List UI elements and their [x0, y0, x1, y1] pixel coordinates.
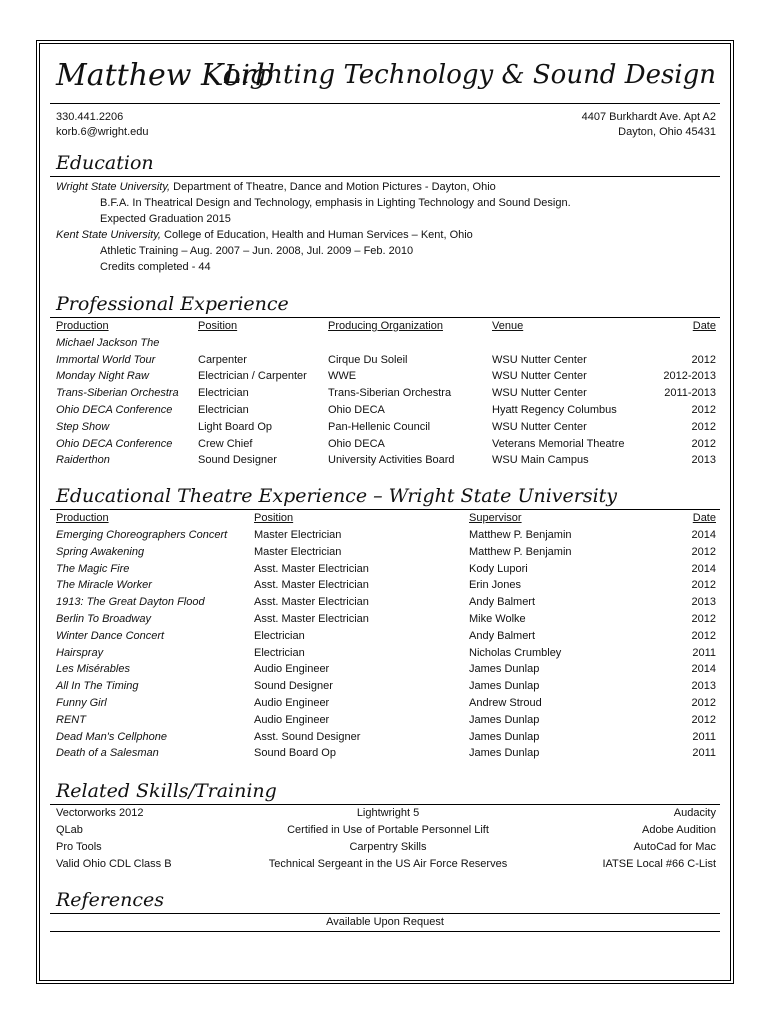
skills-row-cell: Vectorworks 2012 — [56, 807, 144, 820]
educational-row-cell: James Dunlap — [469, 713, 540, 726]
educational-row-cell: 2012 — [691, 713, 716, 726]
educational-row-cell: RENT — [56, 713, 86, 726]
professional-row-cell: Electrician — [198, 403, 249, 416]
education-kent-line — [56, 227, 720, 243]
phone: 330.441.2206 — [56, 111, 124, 123]
col-position: Position — [198, 320, 238, 332]
wsu-grad: Expected Graduation 2015 — [100, 213, 231, 225]
educational-row-cell: 2012 — [691, 579, 716, 592]
kent-program: Athletic Training – Aug. 2007 – Jun. 2008, Jul. 2009 – Feb. 2010 — [100, 245, 414, 257]
col-organization: Producing Organization — [328, 320, 443, 332]
wsu-dept: Department of Theatre, Dance and Motion Pictures - Dayton, Ohio — [170, 181, 496, 193]
professional-header-row — [50, 318, 720, 335]
educational-row-cell: 2012 — [691, 629, 716, 642]
skills-row-cell: IATSE Local #66 C-List — [602, 858, 716, 871]
contact-left — [56, 110, 149, 140]
educational-row-cell: Andy Balmert — [469, 596, 536, 609]
educational-row — [50, 678, 720, 695]
references-text: Available Upon Request — [50, 914, 720, 932]
professional-row-cell — [322, 335, 486, 352]
professional-table — [50, 318, 720, 469]
educational-row-cell: Audio Engineer — [254, 713, 330, 726]
professional-row-cell: WWE — [328, 370, 357, 383]
educational-row — [50, 712, 720, 729]
references-title: References — [50, 887, 720, 914]
professional-row-cell: Step Show — [56, 420, 110, 433]
col-production: Production — [56, 320, 109, 332]
professional-row-cell: WSU Nutter Center — [492, 420, 587, 433]
professional-row-cell: 2012 — [691, 420, 716, 433]
professional-row-cell — [192, 335, 322, 352]
professional-row-cell: Michael Jackson The — [56, 336, 160, 349]
skills-row-cell: Technical Sergeant in the US Air Force Reserves — [268, 858, 508, 871]
educational-row-cell: Master Electrician — [254, 545, 342, 558]
educational-row-cell: Erin Jones — [469, 579, 521, 592]
educational-table — [50, 510, 720, 762]
educational-row — [50, 729, 720, 746]
educational-row-cell: Winter Dance Concert — [56, 629, 165, 642]
educational-row — [50, 611, 720, 628]
skills-row-cell: Adobe Audition — [641, 824, 716, 837]
resume-body — [50, 50, 720, 932]
skills-row-cell: Audacity — [673, 807, 716, 820]
wsu-school: Wright State University, — [56, 181, 171, 193]
skills-title: Related Skills/Training — [50, 778, 720, 805]
professional-row — [50, 335, 720, 352]
educational-row-cell: 2011 — [692, 646, 716, 659]
educational-row-cell: Sound Designer — [254, 680, 333, 693]
educational-row-cell: Les Misérables — [56, 663, 130, 676]
educational-row-cell: 2013 — [691, 596, 716, 609]
professional-row-cell: Ohio DECA — [328, 403, 385, 416]
educational-row-cell: Hairspray — [56, 646, 104, 659]
professional-row-cell: WSU Nutter Center — [492, 387, 587, 400]
email: korb.6@wright.edu — [56, 126, 149, 138]
educational-row-cell: Asst. Master Electrician — [254, 562, 369, 575]
professional-row-cell: 2013 — [691, 454, 716, 467]
educational-row-cell: 2014 — [691, 663, 716, 676]
professional-row — [50, 402, 720, 419]
professional-row-cell: Pan-Hellenic Council — [328, 420, 431, 433]
educational-row-cell: The Miracle Worker — [56, 579, 152, 592]
professional-row-cell — [486, 335, 636, 352]
educational-row-cell: Asst. Master Electrician — [254, 596, 369, 609]
professional-row — [50, 436, 720, 453]
tagline-heading: Lighting Technology & Sound Design — [224, 60, 716, 90]
professional-row — [50, 352, 720, 369]
educational-row-cell: Asst. Sound Designer — [254, 730, 361, 743]
professional-row-cell: Trans-Siberian Orchestra — [328, 387, 452, 400]
skills-row-cell: Carpentry Skills — [349, 841, 427, 854]
professional-row-cell: 2012-2013 — [663, 370, 716, 383]
professional-row-cell: Immortal World Tour — [56, 353, 156, 366]
col-position: Position — [254, 512, 294, 525]
professional-row — [50, 419, 720, 436]
skills-row-cell: AutoCad for Mac — [633, 841, 716, 854]
educational-row-cell: James Dunlap — [469, 680, 540, 693]
col-date: Date — [692, 320, 716, 332]
educational-row-cell: Master Electrician — [254, 528, 342, 541]
educational-row-cell: 2013 — [691, 680, 716, 693]
kent-dept: College of Education, Health and Human Services – Kent, Ohio — [160, 229, 473, 241]
educational-row-cell: 2012 — [691, 545, 716, 558]
educational-row — [50, 561, 720, 578]
educational-row — [50, 695, 720, 712]
professional-row-cell: University Activities Board — [328, 454, 455, 467]
professional-row-cell: Crew Chief — [198, 437, 253, 450]
skills-table — [50, 805, 720, 873]
address-line2: Dayton, Ohio 45431 — [618, 126, 716, 138]
educational-row-cell: Asst. Master Electrician — [254, 612, 369, 625]
professional-row-cell: 2012 — [691, 437, 716, 450]
col-date: Date — [692, 512, 716, 525]
name-heading: Matthew Korb — [56, 58, 275, 93]
skills-row — [50, 822, 720, 839]
professional-row-cell: Electrician — [198, 387, 249, 400]
educational-row-cell: James Dunlap — [469, 747, 540, 760]
address-line1: 4407 Burkhardt Ave. Apt A2 — [581, 111, 716, 123]
skills-row — [50, 839, 720, 856]
professional-row-cell: Cirque Du Soleil — [328, 353, 408, 366]
professional-row-cell: Light Board Op — [198, 420, 272, 433]
educational-row-cell: 2014 — [691, 562, 716, 575]
educational-row-cell: 2012 — [691, 612, 716, 625]
educational-row-cell: Emerging Choreographers Concert — [56, 528, 228, 541]
professional-row-cell: 2011-2013 — [664, 387, 716, 400]
educational-row — [50, 661, 720, 678]
educational-title: Educational Theatre Experience – Wright State University — [50, 483, 720, 510]
professional-row-cell: Ohio DECA Conference — [56, 403, 173, 416]
educational-row-cell: Matthew P. Benjamin — [469, 545, 572, 558]
professional-row-cell: Ohio DECA — [328, 437, 385, 450]
professional-row-cell: Sound Designer — [198, 454, 277, 467]
educational-row-cell: Audio Engineer — [254, 696, 330, 709]
professional-title: Professional Experience — [50, 291, 720, 318]
educational-row — [50, 645, 720, 662]
kent-school: Kent State University, — [56, 229, 161, 241]
professional-row-cell: WSU Nutter Center — [492, 353, 587, 366]
professional-row-cell: Electrician / Carpenter — [198, 370, 307, 383]
professional-row-cell: Raiderthon — [56, 454, 110, 467]
professional-row — [50, 452, 720, 469]
professional-row-cell: 2012 — [691, 353, 716, 366]
resume-frame — [36, 40, 734, 984]
education-block — [50, 179, 720, 275]
professional-row-cell: 2012 — [691, 403, 716, 416]
educational-row-cell: Nicholas Crumbley — [469, 646, 562, 659]
educational-row-cell: Matthew P. Benjamin — [469, 528, 572, 541]
professional-row-cell: Hyatt Regency Columbus — [492, 403, 617, 416]
skills-row — [50, 805, 720, 822]
educational-row-cell: Kody Lupori — [469, 562, 528, 575]
educational-row-cell: Andy Balmert — [469, 629, 536, 642]
education-title: Education — [50, 150, 720, 177]
educational-row-cell: Dead Man's Cellphone — [56, 730, 167, 743]
educational-row-cell: James Dunlap — [469, 663, 540, 676]
professional-row-cell: Trans-Siberian Orchestra — [56, 387, 179, 400]
col-venue: Venue — [492, 320, 524, 332]
educational-row — [50, 745, 720, 762]
wsu-degree: B.F.A. In Theatrical Design and Technology, emphasis in Lighting Technology and Sound Design. — [100, 197, 571, 209]
educational-row — [50, 527, 720, 544]
resume-header — [50, 50, 720, 104]
educational-row-cell: 2014 — [691, 528, 716, 541]
educational-row-cell: Electrician — [254, 629, 305, 642]
educational-row — [50, 628, 720, 645]
professional-row-cell — [636, 335, 720, 352]
kent-credits: Credits completed - 44 — [100, 261, 211, 273]
skills-row-cell: Valid Ohio CDL Class B — [56, 858, 172, 871]
education-wsu-line — [56, 179, 720, 195]
professional-row — [50, 385, 720, 402]
educational-row-cell: All In The Timing — [56, 680, 139, 693]
educational-row-cell: Sound Board Op — [254, 747, 336, 760]
skills-row-cell: Lightwright 5 — [356, 807, 420, 820]
skills-row-cell: Pro Tools — [56, 841, 102, 854]
educational-row-cell: Audio Engineer — [254, 663, 330, 676]
educational-row-cell: 2011 — [692, 747, 716, 760]
educational-row-cell: Electrician — [254, 646, 305, 659]
educational-row — [50, 594, 720, 611]
educational-row-cell: 2012 — [691, 696, 716, 709]
col-production: Production — [56, 512, 109, 525]
educational-row-cell: James Dunlap — [469, 730, 540, 743]
educational-row-cell: Spring Awakening — [56, 545, 145, 558]
contact-right — [582, 110, 716, 140]
educational-row-cell: Andrew Stroud — [469, 696, 542, 709]
educational-row-cell: 2011 — [692, 730, 716, 743]
professional-row-cell: Veterans Memorial Theatre — [492, 437, 625, 450]
educational-row-cell: Funny Girl — [56, 696, 107, 709]
educational-row — [50, 577, 720, 594]
professional-row-cell: Ohio DECA Conference — [56, 437, 173, 450]
educational-row-cell: 1913: The Great Dayton Flood — [56, 596, 205, 609]
educational-row-cell: Asst. Master Electrician — [254, 579, 369, 592]
professional-row-cell: Monday Night Raw — [56, 370, 149, 383]
professional-row — [50, 368, 720, 385]
educational-header-row — [50, 510, 720, 527]
skills-row-cell: QLab — [56, 824, 83, 837]
contact-block — [50, 110, 720, 150]
educational-row — [50, 544, 720, 561]
professional-row-cell: Carpenter — [198, 353, 247, 366]
professional-row-cell: WSU Nutter Center — [492, 370, 587, 383]
educational-row-cell: The Magic Fire — [56, 562, 130, 575]
educational-row-cell: Death of a Salesman — [56, 747, 159, 760]
educational-row-cell: Mike Wolke — [469, 612, 526, 625]
skills-row — [50, 856, 720, 873]
skills-row-cell: Certified in Use of Portable Personnel Lift — [287, 824, 489, 837]
educational-row-cell: Berlin To Broadway — [56, 612, 151, 625]
professional-row-cell: WSU Main Campus — [492, 454, 589, 467]
col-supervisor: Supervisor — [469, 512, 522, 525]
